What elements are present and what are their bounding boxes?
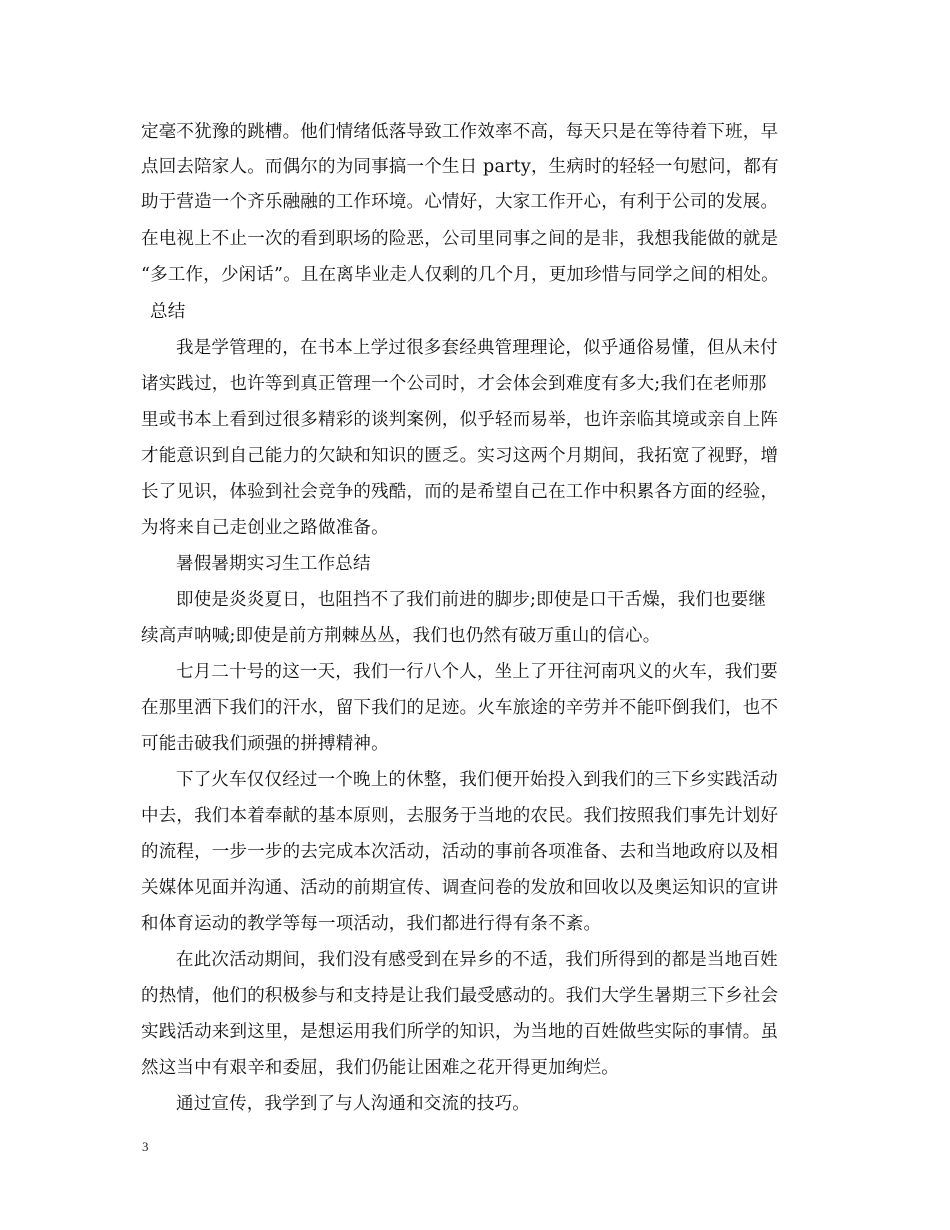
paragraph-line: 可能击破我们顽强的拼搏精神。 [141, 734, 389, 754]
text-line: 点回去陪家人。而偶尔的为同事搞一个生日 party，生病时的轻轻一句慰问，都有 [141, 157, 779, 177]
paragraph-line: 诸实践过，也许等到真正管理一个公司时，才会体会到难度有多大;我们在老师那 [141, 374, 767, 394]
paragraph-line: 七月二十号的这一天，我们一行八个人，坐上了开往河南巩义的火车，我们要 [176, 662, 778, 682]
paragraph-line: 关媒体见面并沟通、活动的前期宣传、调查问卷的发放和回收以及奥运知识的宣讲 [141, 878, 779, 898]
paragraph-line: 然这当中有艰辛和委屈，我们仍能让困难之花开得更加绚烂。 [141, 1058, 619, 1078]
text-line: 助于营造一个齐乐融融的工作环境。心情好，大家工作开心，有利于公司的发展。 [141, 192, 779, 212]
paragraph-line: 才能意识到自己能力的欠缺和知识的匮乏。实习这两个月期间，我拓宽了视野，增 [141, 446, 779, 466]
paragraph-line: 通过宣传，我学到了与人沟通和交流的技巧。 [176, 1094, 530, 1114]
paragraph-line: 续高声呐喊;即使是前方荆棘丛丛，我们也仍然有破万重山的信心。 [141, 626, 661, 646]
paragraph-line: 和体育运动的教学等每一项活动，我们都进行得有条不紊。 [141, 914, 602, 934]
paragraph-line: 我是学管理的，在书本上学过很多套经典管理理论，似乎通俗易懂，但从未付 [176, 338, 778, 358]
section-heading: 总结 [150, 302, 186, 322]
paragraph-line: 在那里洒下我们的汗水，留下我们的足迹。火车旅途的辛劳并不能吓倒我们，也不 [141, 698, 779, 718]
paragraph-line: 里或书本上看到过很多精彩的谈判案例，似乎轻而易举，也许亲临其境或亲自上阵 [141, 410, 779, 430]
paragraph-line: 下了火车仅仅经过一个晚上的休整，我们便开始投入到我们的三下乡实践活动 [176, 770, 778, 790]
paragraph-line: 即使是炎炎夏日，也阻挡不了我们前进的脚步;即使是口干舌燥，我们也要继 [176, 590, 767, 610]
paragraph-line: 在此次活动期间，我们没有感受到在异乡的不适，我们所得到的都是当地百姓 [176, 950, 778, 970]
paragraph-line: 中去，我们本着奉献的基本原则，去服务于当地的农民。我们按照我们事先计划好 [141, 806, 779, 826]
article-title: 暑假暑期实习生工作总结 [176, 554, 371, 574]
paragraph-line: 长了见识，体验到社会竞争的残酷，而的是希望自己在工作中积累各方面的经验， [141, 482, 779, 502]
text-line: “多工作，少闲话”。且在离毕业走人仅剩的几个月，更加珍惜与同学之间的相处。 [141, 265, 779, 285]
paragraph-line: 实践活动来到这里，是想运用我们所学的知识，为当地的百姓做些实际的事情。虽 [141, 1022, 779, 1042]
text-line: 在电视上不止一次的看到职场的险恶，公司里同事之间的是非，我想我能做的就是 [141, 229, 779, 249]
page-number: 3 [142, 1139, 149, 1154]
text-line: 定毫不犹豫的跳槽。他们情绪低落导致工作效率不高，每天只是在等待着下班，早 [141, 122, 779, 142]
paragraph-line: 的流程，一步一步的去完成本次活动，活动的事前各项准备、去和当地政府以及相 [141, 842, 779, 862]
paragraph-line: 的热情，他们的积极参与和支持是让我们最受感动的。我们大学生暑期三下乡社会 [141, 986, 779, 1006]
paragraph-line: 为将来自己走创业之路做准备。 [141, 518, 389, 538]
